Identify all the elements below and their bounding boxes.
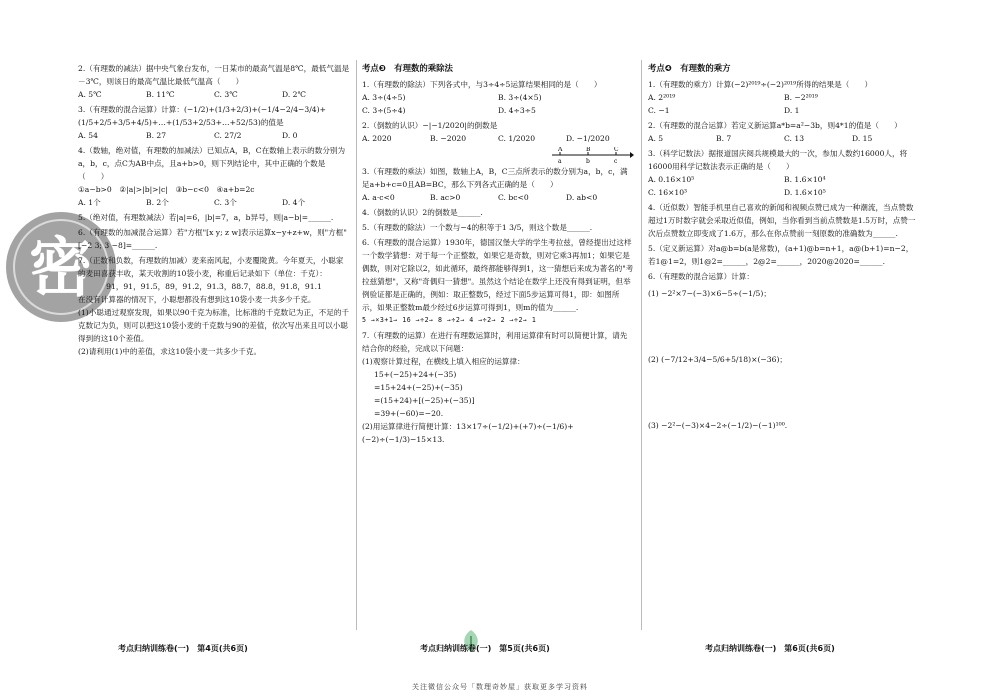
question-2: 2.（有理数的混合运算）若定义新运算a*b=a²−3b，则4*1的值是（ ） A. 5 B. 7 C. 13 D. 15 [648,121,902,143]
column-divider [356,60,357,630]
question-6: 6.（有理数的加减混合运算）若"方框"[x y; z w]表示运算x−y+z+w，则"方框"[−2 3; 3 −8]=______. [78,228,347,250]
page-5-column [362,62,634,642]
section-title: 考点❸ 有理数的乘除法 [362,63,453,73]
question-6: 6.（有理数的混合运算）1930年，德国汉堡大学的学生考拉兹，曾经提出过这样一个数学猜想：对于每一个正整数，如果它是奇数，则对它乘3再加1；如果它是偶数，则对它除以2，如此循环，最终都能够得到1，这一猜想后来成为著名的"考拉兹猜想"，又称"奇偶归一猜想"。虽然这个结论在数学上还没有得到证明，但举例验证都是正确的，例如：取正整数5，经过下面5步运算可得1，即：如图所示，如果正整数m最少经过6步运算可得到1，则m的值为______. 5 →×3+1→ 16 →÷2→ 8 →÷2→ 4 →÷2→ 2 →÷2→ 1 [362,236,634,327]
question-6: 6.（有理数的混合运算）计算： (1) −2²×7−(−3)×6−5÷(−1/5)； (2) (−7/12+3/4−5/6+5/18)×(−36)； (3) −2²−(−3)×4−2÷(−1/2)−(−1)¹⁰⁰. [648,272,788,430]
page-6-footer: 考点归纳训练卷(一) 第6页(共6页) [705,644,835,653]
wechat-promo-note: 关注微信公众号「数理奇妙屋」获取更多学习资料 [412,683,588,691]
question-2: 2.（有理数的减法）据中央气象台发布，一日某市的最高气温是8℃，最低气温是－3℃，则该日的最高气温比最低气温高（ ） A. 5℃ B. 11℃ C. 3℃ D. 2℃ [78,64,350,99]
question-4: 4.（数轴，绝对值，有理数的加减法）已知点A，B，C在数轴上表示的数分别为a，b，c，点C为AB中点，且a+b>0，则下列结论中，其中正确的个数是（ ） ①a−b>0 ②|a|>|b|>|c| ③b−c<0 ④a+b=2c A. 1个 B. 2个 C. 3个 D. 4个 [78,146,346,207]
number-line-figure [362,147,634,165]
collatz-chain: 5 →×3+1→ 16 →÷2→ 8 →÷2→ 4 →÷2→ 2 →÷2→ 1 [362,316,537,324]
question-4: 4.（近似数）智能手机里自己喜欢的新闻和视频点赞已成为一种潮流，当点赞数超过1万时数字就会采取近似值，例如，当你看到当前点赞数是1.5万时，点赞一次后点赞数立即变成了1.6万，那么在你点赞前一刻原数的准确数为______. [648,203,916,238]
question-3: 3.（有理数的混合运算）计算：(−1/2)+(1/3+2/3)+(−1/4−2/4−3/4)+(1/5+2/5+3/5+4/5)+…+(1/53+2/53+…+52/53)的值是 A. 54 B. 27 C. 27/2 D. 0 [78,105,326,140]
question-7: 7.（有理数的运算）在进行有理数运算时，利用运算律有时可以简便计算，请先结合你的经验，完成以下问题： (1)观察计算过程，在横线上填入相应的运算律： 15+(−25)+24+(−35) =15+24+(−25)+(−35) =(15+24)+[(−25)+(−35)] =39+(−60)=−20. (2)用运算律进行简便计算：13×17÷(−1/2)+(+7)÷(−1/6)+(−2)÷(−1/3)−15×13. [362,331,628,444]
page-5-footer: 考点归纳训练卷(一) 第5页(共6页) [420,644,550,653]
svg-text:密: 密 [29,232,93,306]
question-4: 4.（倒数的认识）2的倒数是______. [362,208,483,217]
question-5: 5.（有理数的除法）一个数与−4的积等于1 3/5，则这个数是______. [362,223,593,232]
question-1: 1.（有理数的乘方）计算(−2)²⁰¹⁹÷(−2)²⁰¹⁹所得的结果是（ ） A. 2²⁰¹⁹ B. −2²⁰¹⁹ C. −1 D. 1 [648,80,873,115]
question-1: 1.（有理数的除法）下列各式中，与3÷4÷5运算结果相同的是（ ） A. 3÷(4÷5) B. 3÷(4×5) C. 3÷(5÷4) D. 4÷3÷5 [362,80,602,115]
page-4-column [78,62,350,642]
question-3: A B C a b c 3.（有理数的乘法）如图，数轴上A，B，C三点所表示的数分别为a，b，c，满足a+b+c=0且AB=BC，那么下列各式正确的是（ ） A. a·c<0 B. ac>0 C. bc<0 D. ab<0 [362,147,634,204]
page-6-column [648,62,920,642]
question-5: 5.（绝对值，有理数减法）若|a|=6，|b|=7，a，b异号，则|a−b|=______. [78,213,334,222]
section-title: 考点❹ 有理数的乘方 [648,63,731,73]
svg-text:a: a [558,158,562,165]
svg-text:c: c [614,158,618,165]
svg-text:A: A [558,147,563,153]
column-divider [641,60,642,630]
svg-text:B: B [586,147,591,153]
svg-text:C: C [614,147,619,153]
question-3: 3.（科学记数法）据报道国庆阅兵规模最大的一次，参加人数约16000人，将16000用科学记数法表示正确的是（ ） A. 0.16×10⁵ B. 1.6×10⁴ C. 16×10³ D. 1.6×10⁵ [648,149,908,197]
svg-text:b: b [586,158,590,165]
page-4-footer: 考点归纳训练卷(一) 第4页(共6页) [118,644,248,653]
question-2: 2.（倒数的认识）−|−1/2020|的倒数是 A. 2020 B. −2020 C. 1/2020 D. −1/2020 [362,121,610,143]
question-7: 7.（正数和负数，有理数的加减）麦来南风起，小麦覆陇黄。今年夏天，小聪家的麦田喜获丰收，某天收割的10袋小麦，称重后记录如下（单位：千克）： 91，91，91.5，89，91.2，91.3，88.7，88.8，91.8，91.1 在没有计算器的情况下，小聪想都没有想到这10袋小麦一共多少千克。 (1)小聪通过观察发现，如果以90千克为标准，比标准的千克数记为正，不足的千克数记为负，则可以把这10袋小麦的千克数与90的差值，依次写出来且可以小聪得到的这10个差值。 (2)请利用(1)中的差值，求这10袋小麦一共多少千克。 [78,256,350,356]
question-5: 5.（定义新运算）对a@b=b(a是常数)，(a+1)@b=n+1，a@(b+1)=n−2，若1@1=2，则1@2=______，2@2=______，2020@2020=______. [648,244,914,266]
